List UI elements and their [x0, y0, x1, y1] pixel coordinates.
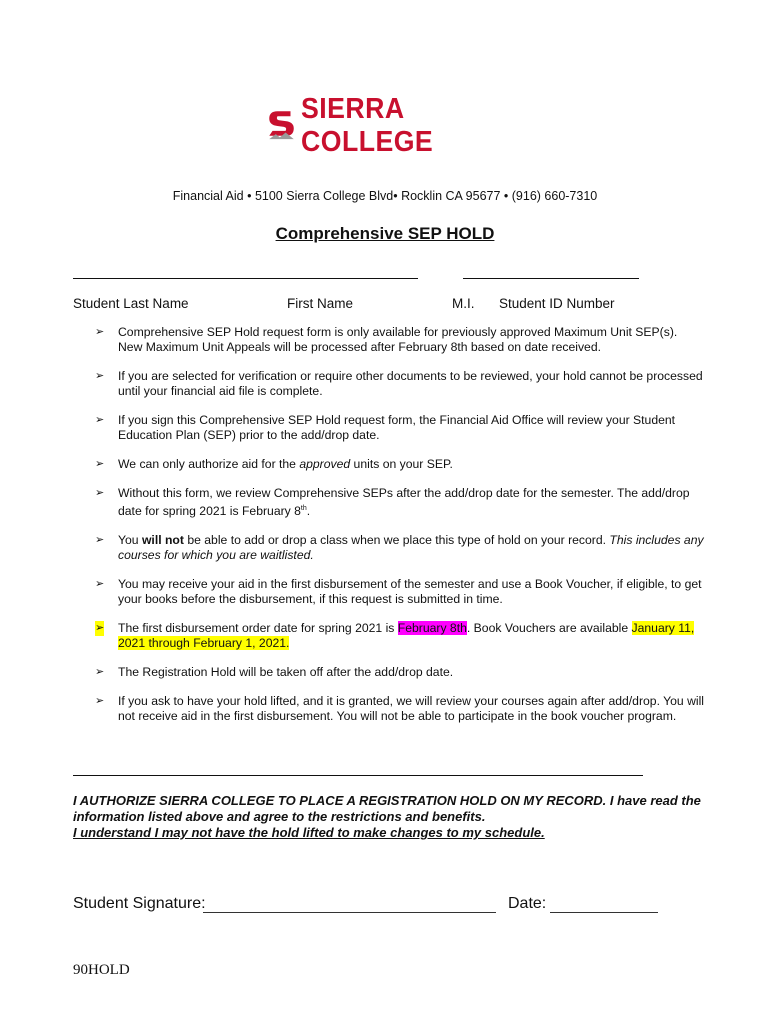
- arrow-bullet-icon: ➢: [95, 695, 105, 708]
- highlighted-date-range: January 11, 2021 through February 1, 2021.: [118, 621, 695, 651]
- middle-initial-label: M.I.: [452, 296, 475, 311]
- sierra-s-mountain-icon: [266, 102, 299, 150]
- student-id-label: Student ID Number: [499, 296, 615, 311]
- page-title: Comprehensive SEP HOLD: [275, 224, 495, 243]
- authorization-understanding: I understand I may not have the hold lifted to make changes to my schedule.: [73, 825, 545, 840]
- bullet-text: We can only authorize aid for the: [118, 457, 300, 471]
- bullet-emphasis: This includes any courses for which you are waitlisted.: [118, 533, 704, 563]
- form-code: 90HOLD: [73, 962, 130, 978]
- list-item: [95, 369, 705, 399]
- highlighted-date: February 8th: [397, 621, 467, 636]
- list-item: [95, 457, 705, 472]
- first-name-label: First Name: [287, 296, 354, 311]
- bullet-text: If you ask to have your hold lifted, and it is granted, we will review your courses again after add/drop. You will not receive aid in the first disbursement. You will not be able to participate in the book voucher program.: [118, 694, 704, 724]
- authorization-statement: [73, 793, 713, 841]
- bullet-text: be able to add or drop a class when we place this type of hold on your record.: [183, 533, 610, 548]
- arrow-bullet-icon: ➢: [95, 370, 105, 382]
- list-item: [95, 577, 705, 607]
- bullet-text: units on your SEP.: [350, 457, 453, 471]
- arrow-bullet-icon: ➢: [95, 622, 105, 635]
- bullet-text: You: [118, 533, 142, 548]
- sierra-college-logo: [266, 93, 516, 158]
- bullet-text: .: [306, 504, 311, 519]
- date-label: Date:: [508, 895, 547, 912]
- arrow-bullet-icon: ➢: [95, 487, 105, 499]
- authorization-text: I AUTHORIZE SIERRA COLLEGE TO PLACE A REGISTRATION HOLD ON MY RECORD. I have read the information listed above and agree to the restrictions and benefits.: [73, 793, 701, 824]
- bullet-bold: will not: [141, 533, 184, 548]
- bullet-text: If you are selected for verification or require other documents to be reviewed, your hold cannot be processed until your financial aid file is complete.: [118, 369, 703, 398]
- bullet-text: Without this form, we review Comprehensive SEPs after the add/drop date for the semester. The add/drop date for spring 2021 is February 8: [118, 486, 690, 519]
- list-item: [95, 533, 705, 563]
- bullet-text: The Registration Hold will be taken off after the add/drop date.: [118, 665, 454, 680]
- divider: [73, 775, 643, 776]
- bullet-text: . Book Vouchers are available: [466, 621, 632, 636]
- date-field[interactable]: [550, 912, 658, 913]
- ordinal-superscript: th: [300, 505, 307, 512]
- arrow-bullet-icon: ➢: [95, 414, 105, 426]
- arrow-bullet-icon: ➢: [95, 534, 105, 547]
- bullet-text: If you sign this Comprehensive SEP Hold request form, the Financial Aid Office will review your Student Education Plan (SEP) prior to the add/drop date.: [118, 413, 676, 442]
- bullet-text: You may receive your aid in the first disbursement of the semester and use a Book Voucher, if eligible, to get your books before the disbursement, if this request is submitted in time.: [118, 577, 702, 607]
- last-name-label: Student Last Name: [73, 296, 189, 311]
- list-item: [95, 665, 705, 680]
- arrow-bullet-icon: ➢: [95, 666, 105, 679]
- arrow-bullet-icon: ➢: [95, 326, 105, 338]
- list-item: [95, 325, 705, 355]
- bullet-emphasis: approved: [299, 457, 351, 471]
- signature-label: Student Signature:: [73, 895, 206, 912]
- list-item: [95, 486, 705, 519]
- list-item: [95, 413, 705, 443]
- name-blank-line[interactable]: [73, 278, 418, 279]
- list-item: [95, 621, 705, 651]
- contact-line: Financial Aid • 5100 Sierra College Blvd• Rocklin CA 95677 • (916) 660-7310: [172, 189, 598, 203]
- student-id-blank-line[interactable]: [463, 278, 639, 279]
- arrow-bullet-icon: ➢: [95, 578, 105, 591]
- info-bullet-list: [95, 325, 705, 738]
- arrow-bullet-icon: ➢: [95, 458, 105, 470]
- bullet-text: The first disbursement order date for spring 2021 is: [118, 621, 398, 636]
- list-item: [95, 694, 705, 724]
- bullet-text: Comprehensive SEP Hold request form is only available for previously approved Maximum Unit SEP(s). New Maximum Unit Appeals will be processed after February 8th based on date received.: [118, 325, 678, 354]
- logo-text: SIERRA COLLEGE: [300, 93, 433, 158]
- signature-field[interactable]: [203, 912, 496, 913]
